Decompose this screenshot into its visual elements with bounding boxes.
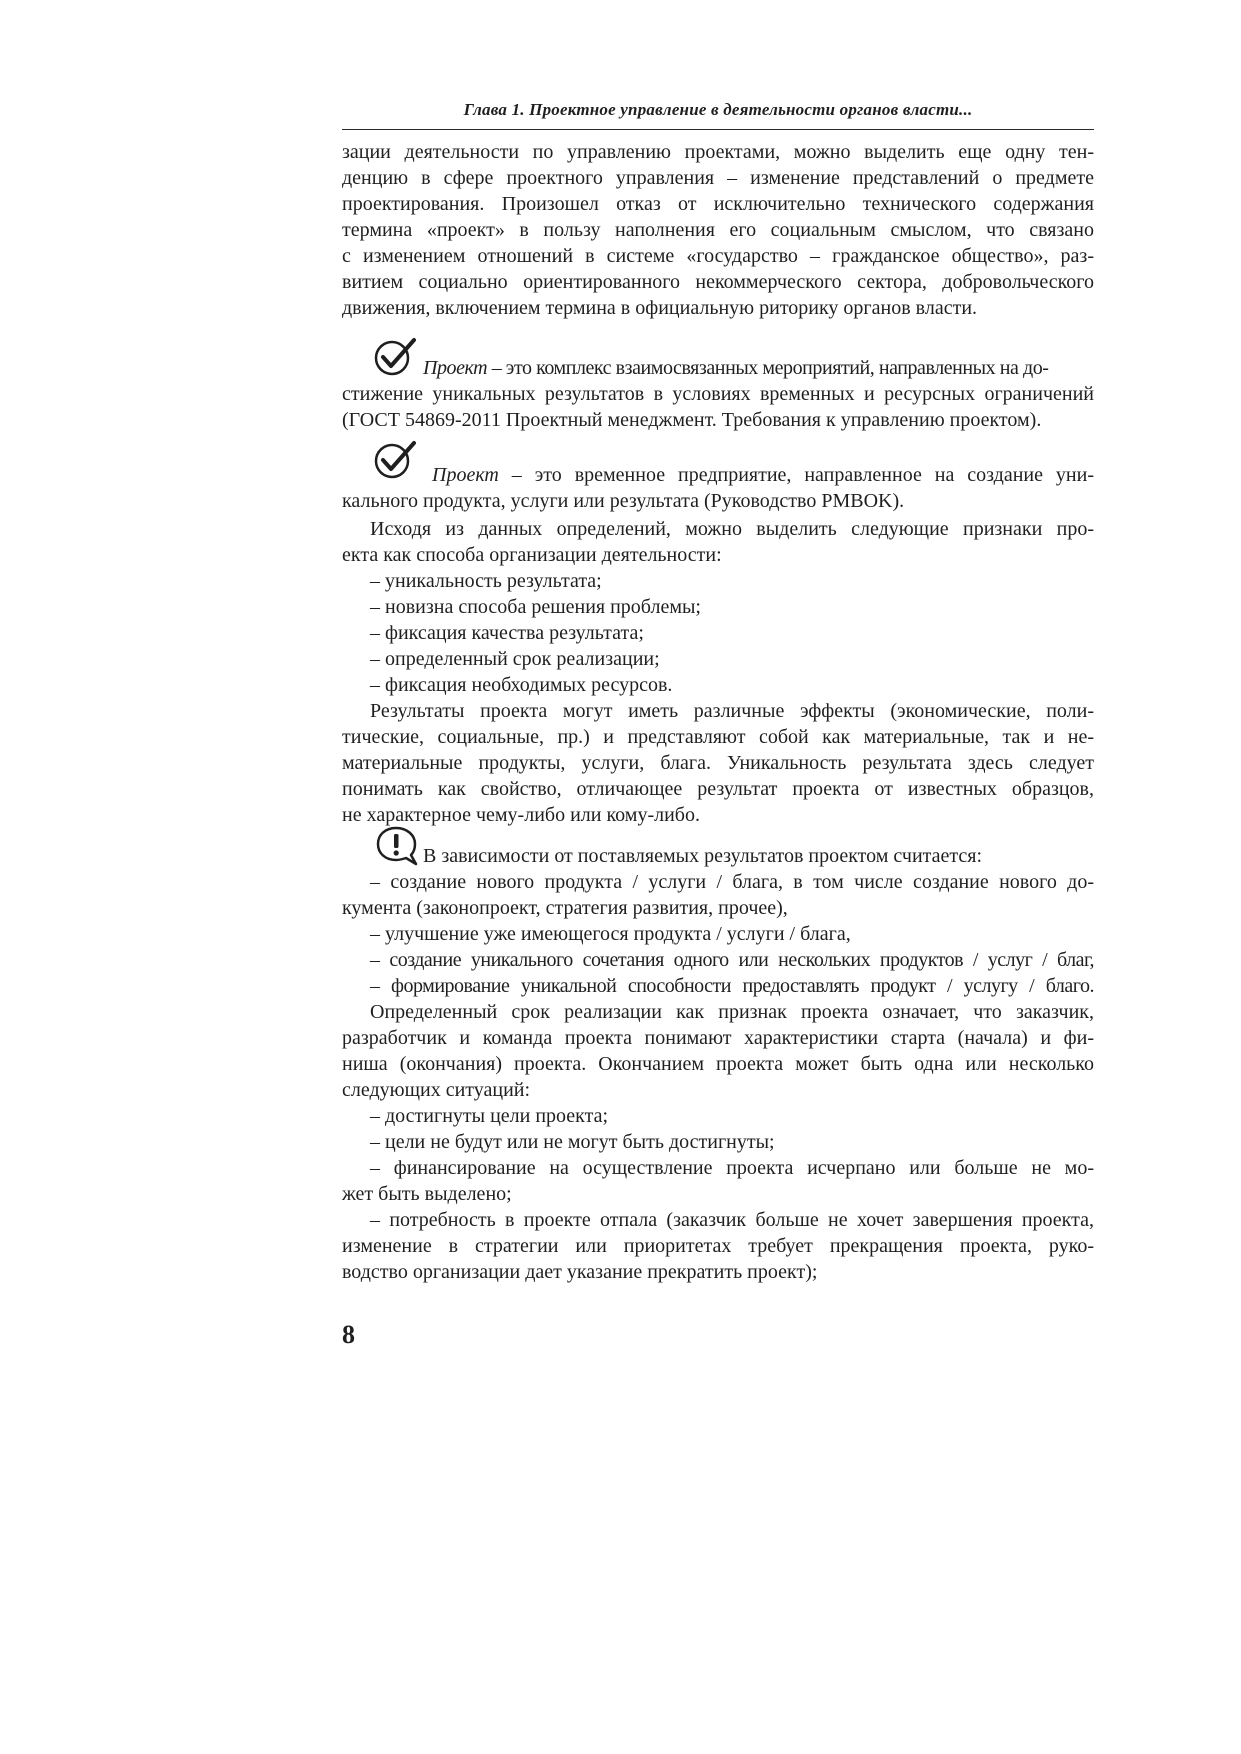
ending-item: – финансирование на осуществление проекта исчерпано или больше не мо- [370, 1157, 1094, 1179]
results-line: не характерное чему-либо или кому-либо. [342, 804, 700, 826]
intro-line: движения, включением термина в официальную риторику органов власти. [342, 297, 978, 319]
ending-item: – достигнуты цели проекта; [370, 1105, 609, 1127]
intro-line: витием социально ориентированного некоммерческого сектора, добровольческого [342, 271, 1094, 293]
ending-item: изменение в стратегии или приоритетах требует прекращения проекта, руко- [342, 1235, 1094, 1257]
results-line: Результаты проекта могут иметь различные эффекты (экономические, поли- [370, 700, 1094, 722]
term-line: Определенный срок реализации как признак проекта означает, что заказчик, [370, 1001, 1094, 1023]
note-item: – создание нового продукта / услуги / блага, в том числе создание нового до- [370, 871, 1094, 893]
features-intro-line: екта как способа организации деятельности: [342, 544, 722, 566]
definition1-text: – это комплекс взаимосвязанных мероприятий, направленных на до- [487, 357, 1049, 379]
ending-item: водство организации дает указание прекратить проект); [342, 1261, 818, 1283]
term-line: разработчик и команда проекта понимают характеристики старта (начала) и фи- [342, 1027, 1094, 1049]
feature-item: – определенный срок реализации; [370, 648, 660, 670]
running-header: Глава 1. Проектное управление в деятельности органов власти... [463, 100, 973, 119]
definition1-term: Проект [423, 357, 488, 379]
ending-item: жет быть выделено; [342, 1183, 512, 1205]
results-line: понимать как свойство, отличающее результат проекта от известных образцов, [342, 778, 1094, 800]
definition2-term: Проект [432, 464, 499, 486]
intro-line: проектирования. Произошел отказ от исключительно технического содержания [342, 193, 1094, 215]
note-lead: В зависимости от поставляемых результатов проектом считается: [423, 845, 983, 867]
feature-item: – фиксация необходимых ресурсов. [370, 674, 673, 696]
feature-item: – уникальность результата; [370, 570, 602, 592]
definition1-line: (ГОСТ 54869-2011 Проектный менеджмент. Требования к управлению проектом). [342, 409, 1042, 431]
definition2-first-line [432, 462, 1094, 488]
intro-line: с изменением отношений в системе «государство – гражданское общество», раз- [342, 245, 1094, 267]
term-line: ниша (окончания) проекта. Окончанием проекта может быть одна или несколько [342, 1053, 1094, 1075]
page-number: 8 [342, 1320, 355, 1349]
ending-item: – потребность в проекте отпала (заказчик больше не хочет завершения проекта, [370, 1209, 1094, 1231]
definition1-line: стижение уникальных результатов в условиях временных и ресурсных ограничений [342, 383, 1094, 405]
note-item: кумента (законопроект, стратегия развития, прочее), [342, 897, 788, 919]
intro-line: термина «проект» в пользу наполнения его социальным смыслом, что связано [342, 219, 1094, 241]
ending-item: – цели не будут или не могут быть достигнуты; [370, 1131, 775, 1153]
intro-line: зации деятельности по управлению проектами, можно выделить еще одну тен- [342, 141, 1094, 163]
definition2-text: – это временное предприятие, направленное на создание уни- [498, 464, 1094, 486]
exclamation-speech-icon [376, 824, 424, 873]
note-item: – создание уникального сочетания одного или нескольких продуктов / услуг / благ, [370, 949, 1094, 971]
intro-line: денцию в сфере проектного управления – изменение представлений о предмете [342, 167, 1094, 189]
checkmark-circle-icon [374, 337, 420, 382]
feature-item: – фиксация качества результата; [370, 622, 644, 644]
results-line: тические, социальные, пр.) и представляют собой как материальные, так и не- [342, 726, 1094, 748]
checkmark-circle-icon [374, 440, 420, 485]
definition1-first-line [423, 355, 1094, 381]
feature-item: – новизна способа решения проблемы; [370, 596, 701, 618]
note-item: – формирование уникальной способности предоставлять продукт / услугу / благо. [370, 975, 1094, 997]
note-item: – улучшение уже имеющегося продукта / услуги / блага, [370, 923, 851, 945]
term-line: следующих ситуаций: [342, 1079, 531, 1101]
header-rule [342, 129, 1094, 130]
features-intro-line: Исходя из данных определений, можно выделить следующие признаки про- [370, 518, 1094, 540]
results-line: материальные продукты, услуги, блага. Уникальность результата здесь следует [342, 752, 1094, 774]
definition2-line: кального продукта, услуги или результата (Руководство PMBOK). [342, 490, 905, 512]
